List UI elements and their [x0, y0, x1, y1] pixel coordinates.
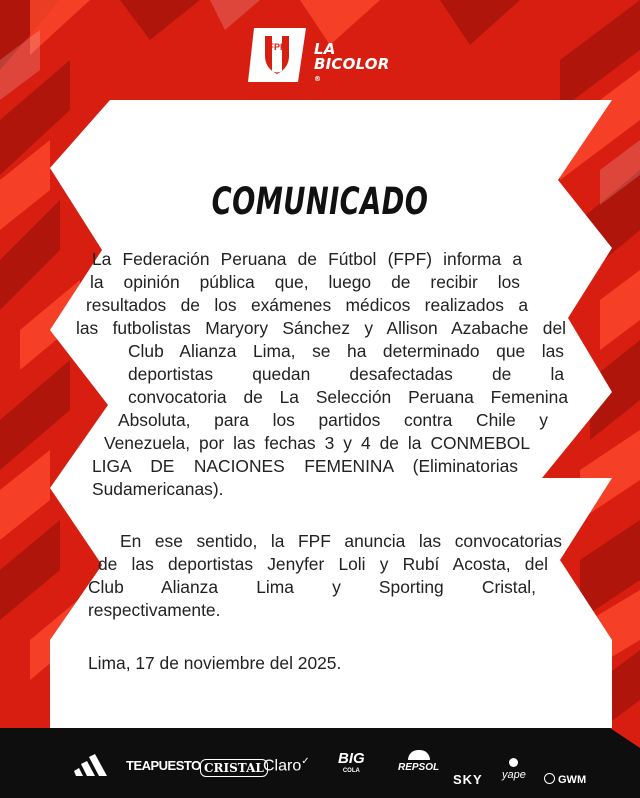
sponsor-cola: COLA — [342, 768, 360, 774]
sponsor-gwm — [544, 773, 586, 786]
brand-name-line1: LA — [314, 40, 336, 58]
paragraph-line: LIGA DE NACIONES FEMENINA (Eliminatorias — [92, 456, 518, 476]
paragraph-line: Club Alianza Lima, se ha determinado que las — [128, 341, 564, 361]
announcement-date: Lima, 17 de noviembre del 2025. — [88, 653, 342, 673]
yape-dot-icon — [509, 758, 518, 767]
paragraph-line: respectivamente. — [88, 600, 221, 620]
paragraph-line: La Federación Peruana de Fútbol (FPF) informa a — [92, 249, 522, 269]
paragraph-line: Sudamericanas). — [92, 479, 224, 499]
paragraph-line: En ese sentido, la FPF anuncia las convocatorias — [120, 531, 562, 551]
paragraph-line: Venezuela, por las fechas 3 y 4 de la CONMEBOL — [104, 433, 530, 453]
gwm-circle-icon — [544, 773, 555, 784]
claro-mark-icon: ✓ — [301, 756, 310, 767]
paragraph-line: las futbolistas Maryory Sánchez y Allison Azabache del — [76, 318, 566, 338]
registered-mark: ® — [314, 75, 322, 83]
sponsor-teapuesto: TEAPUESTO — [126, 758, 201, 773]
repsol-flame-icon — [408, 750, 430, 760]
sponsor-big: BIG — [338, 750, 365, 767]
paragraph-line: Club Alianza Lima y Sporting Cristal, — [88, 577, 536, 597]
sponsor-yape-text: yape — [502, 769, 526, 781]
paragraph-line: la opinión pública que, luego de recibir los — [90, 272, 520, 292]
paragraph-line: Absoluta, para los partidos contra Chile y — [118, 410, 548, 430]
paragraph-line: convocatoria de La Selección Peruana Femenina — [128, 387, 568, 407]
sponsor-big-cola — [338, 752, 365, 778]
sponsor-repsol-text: REPSOL — [398, 762, 440, 773]
sponsor-sky: SKY — [453, 772, 483, 787]
paragraph-line: resultados de los exámenes médicos realizados a — [86, 295, 528, 315]
brand-name-line2: BICOLOR — [314, 55, 390, 73]
sponsor-yape — [502, 758, 526, 781]
paragraph-line: de las deportistas Jenyfer Loli y Rubí Acosta, del — [98, 554, 548, 574]
sponsor-repsol — [398, 750, 439, 773]
announcement-title: COMUNICADO — [211, 180, 429, 223]
adidas-logo-icon — [74, 750, 112, 776]
sponsor-claro — [263, 756, 310, 775]
svg-text:FPF: FPF — [268, 42, 286, 52]
sponsor-claro-text: Claro — [263, 757, 302, 775]
sponsor-gwm-text: GWM — [558, 774, 587, 786]
sponsors-bar — [0, 728, 640, 798]
paragraph-line: deportistas quedan desafectadas de la — [128, 364, 564, 384]
sponsor-cristal: CRISTAL — [200, 759, 268, 777]
